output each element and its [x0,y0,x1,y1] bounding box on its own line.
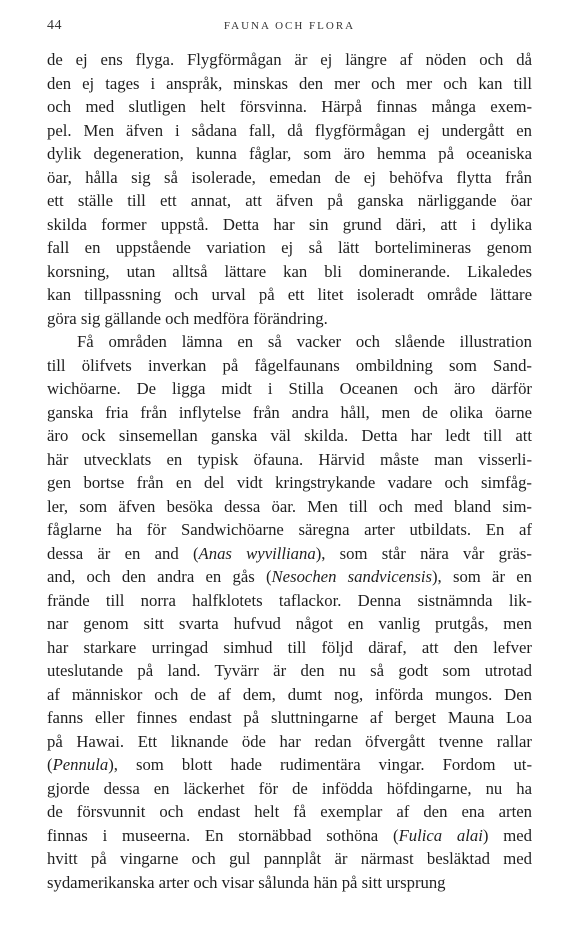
text-line: Få områden lämna en så vacker och slående illustration [77,332,532,351]
text-line: fåglarne ha för Sandwichöarne säregna arter utbildats. En af [47,520,532,539]
text-line: på Hawai. Ett liknande öde har redan öfvergått tvenne rallar [47,731,532,751]
page-header [47,18,532,38]
text-line: uteslutande på land. Tyvärr är den nu så godt som utrotad [47,661,532,680]
running-title: FAUNA OCH FLORA [223,20,356,32]
page-number: 44 [47,18,62,33]
text-line: frände till norra halfklotets taflackor. Denna sistnämnda lik- [47,590,532,610]
text-line: äro ock sinsemellan ganska väl skilda. Detta har ledt till att [47,426,532,445]
text-line: göra sig gällande och medföra förändring. [47,308,328,328]
text-line: till ölifvets inverkan på fågelfaunans ombildning som Sand- [47,355,532,375]
text-line: nar genom sitt svarta hufvud något en vanlig prutgås, men [47,614,532,633]
text-line: de försvunnit och endast helt få exemplar af den ena arten [47,802,532,821]
text-line: korsning, utan alltså lättare kan bli dominerande. Likaledes [47,261,532,281]
text-line: hvitt på vingarne och gul pannplåt är närmast besläktad med [47,849,532,868]
text-line: and, och den andra en gås (Nesochen sandvicensis), som är en [47,567,532,586]
text-line: kan tillpassning och urval på ett litet isoleradt område lättare [47,285,532,304]
text-line: ganska fria från inflytelse från andra håll, men de olika öarne [47,402,532,422]
text-line: skilda former uppstå. Detta har sin grund däri, att i dylika [47,214,532,234]
text-line: öar, hålla sig så isolerade, emedan de ej behöfva flytta från [47,167,532,187]
text-line: finnas i museerna. En stornäbbad sothöna (Fulica alai) med [47,825,532,845]
text-line: dylik degeneration, kunna fåglar, som äro hemma på oceaniska [47,144,532,163]
text-line: och med slutligen helt försvinna. Härpå finnas många exem- [47,97,532,116]
text-line: dessa är en and (Anas wyvilliana), som står nära vår gräs- [47,543,532,563]
text-line: gjorde dessa en läckerhet för de infödda höfdingarne, nu ha [47,778,532,798]
body-text [47,48,532,894]
text-line: sydamerikanska arter och visar sålunda hän på sitt ursprung [47,872,446,892]
text-line: fall en uppstående variation ej så lätt bortelimineras genom [47,238,532,257]
text-line: har starkare urringad simhud till följd däraf, att den lefver [47,637,532,657]
text-line: fanns eller finnes endast på sluttningarne af berget Mauna Loa [47,708,532,727]
text-line: (Pennula), som blott hade rudimentära vingar. Fordom ut- [47,755,532,774]
text-line: gen bortse från en del vidt kringstrykande vadare och simfåg- [47,473,532,492]
text-line: ler, som äfven besöka dessa öar. Men till och med bland sim- [47,496,532,516]
text-line: den ej tages i anspråk, minskas den mer och mer och kan till [47,73,532,93]
text-line: ett ställe till ett annat, att äfven på ganska närliggande öar [47,191,532,210]
text-line: här utvecklats en typisk öfauna. Härvid måste man visserli- [47,449,532,469]
text-line: pel. Men äfven i sådana fall, då flygförmågan ej undergått en [47,120,532,140]
text-line: de ej ens flyga. Flygförmågan är ej längre af nöden och då [47,50,532,69]
text-line: wichöarne. De ligga midt i Stilla Oceanen och äro därför [47,379,532,398]
text-line: af människor och de af dem, dumt nog, införda mungos. Den [47,684,532,704]
